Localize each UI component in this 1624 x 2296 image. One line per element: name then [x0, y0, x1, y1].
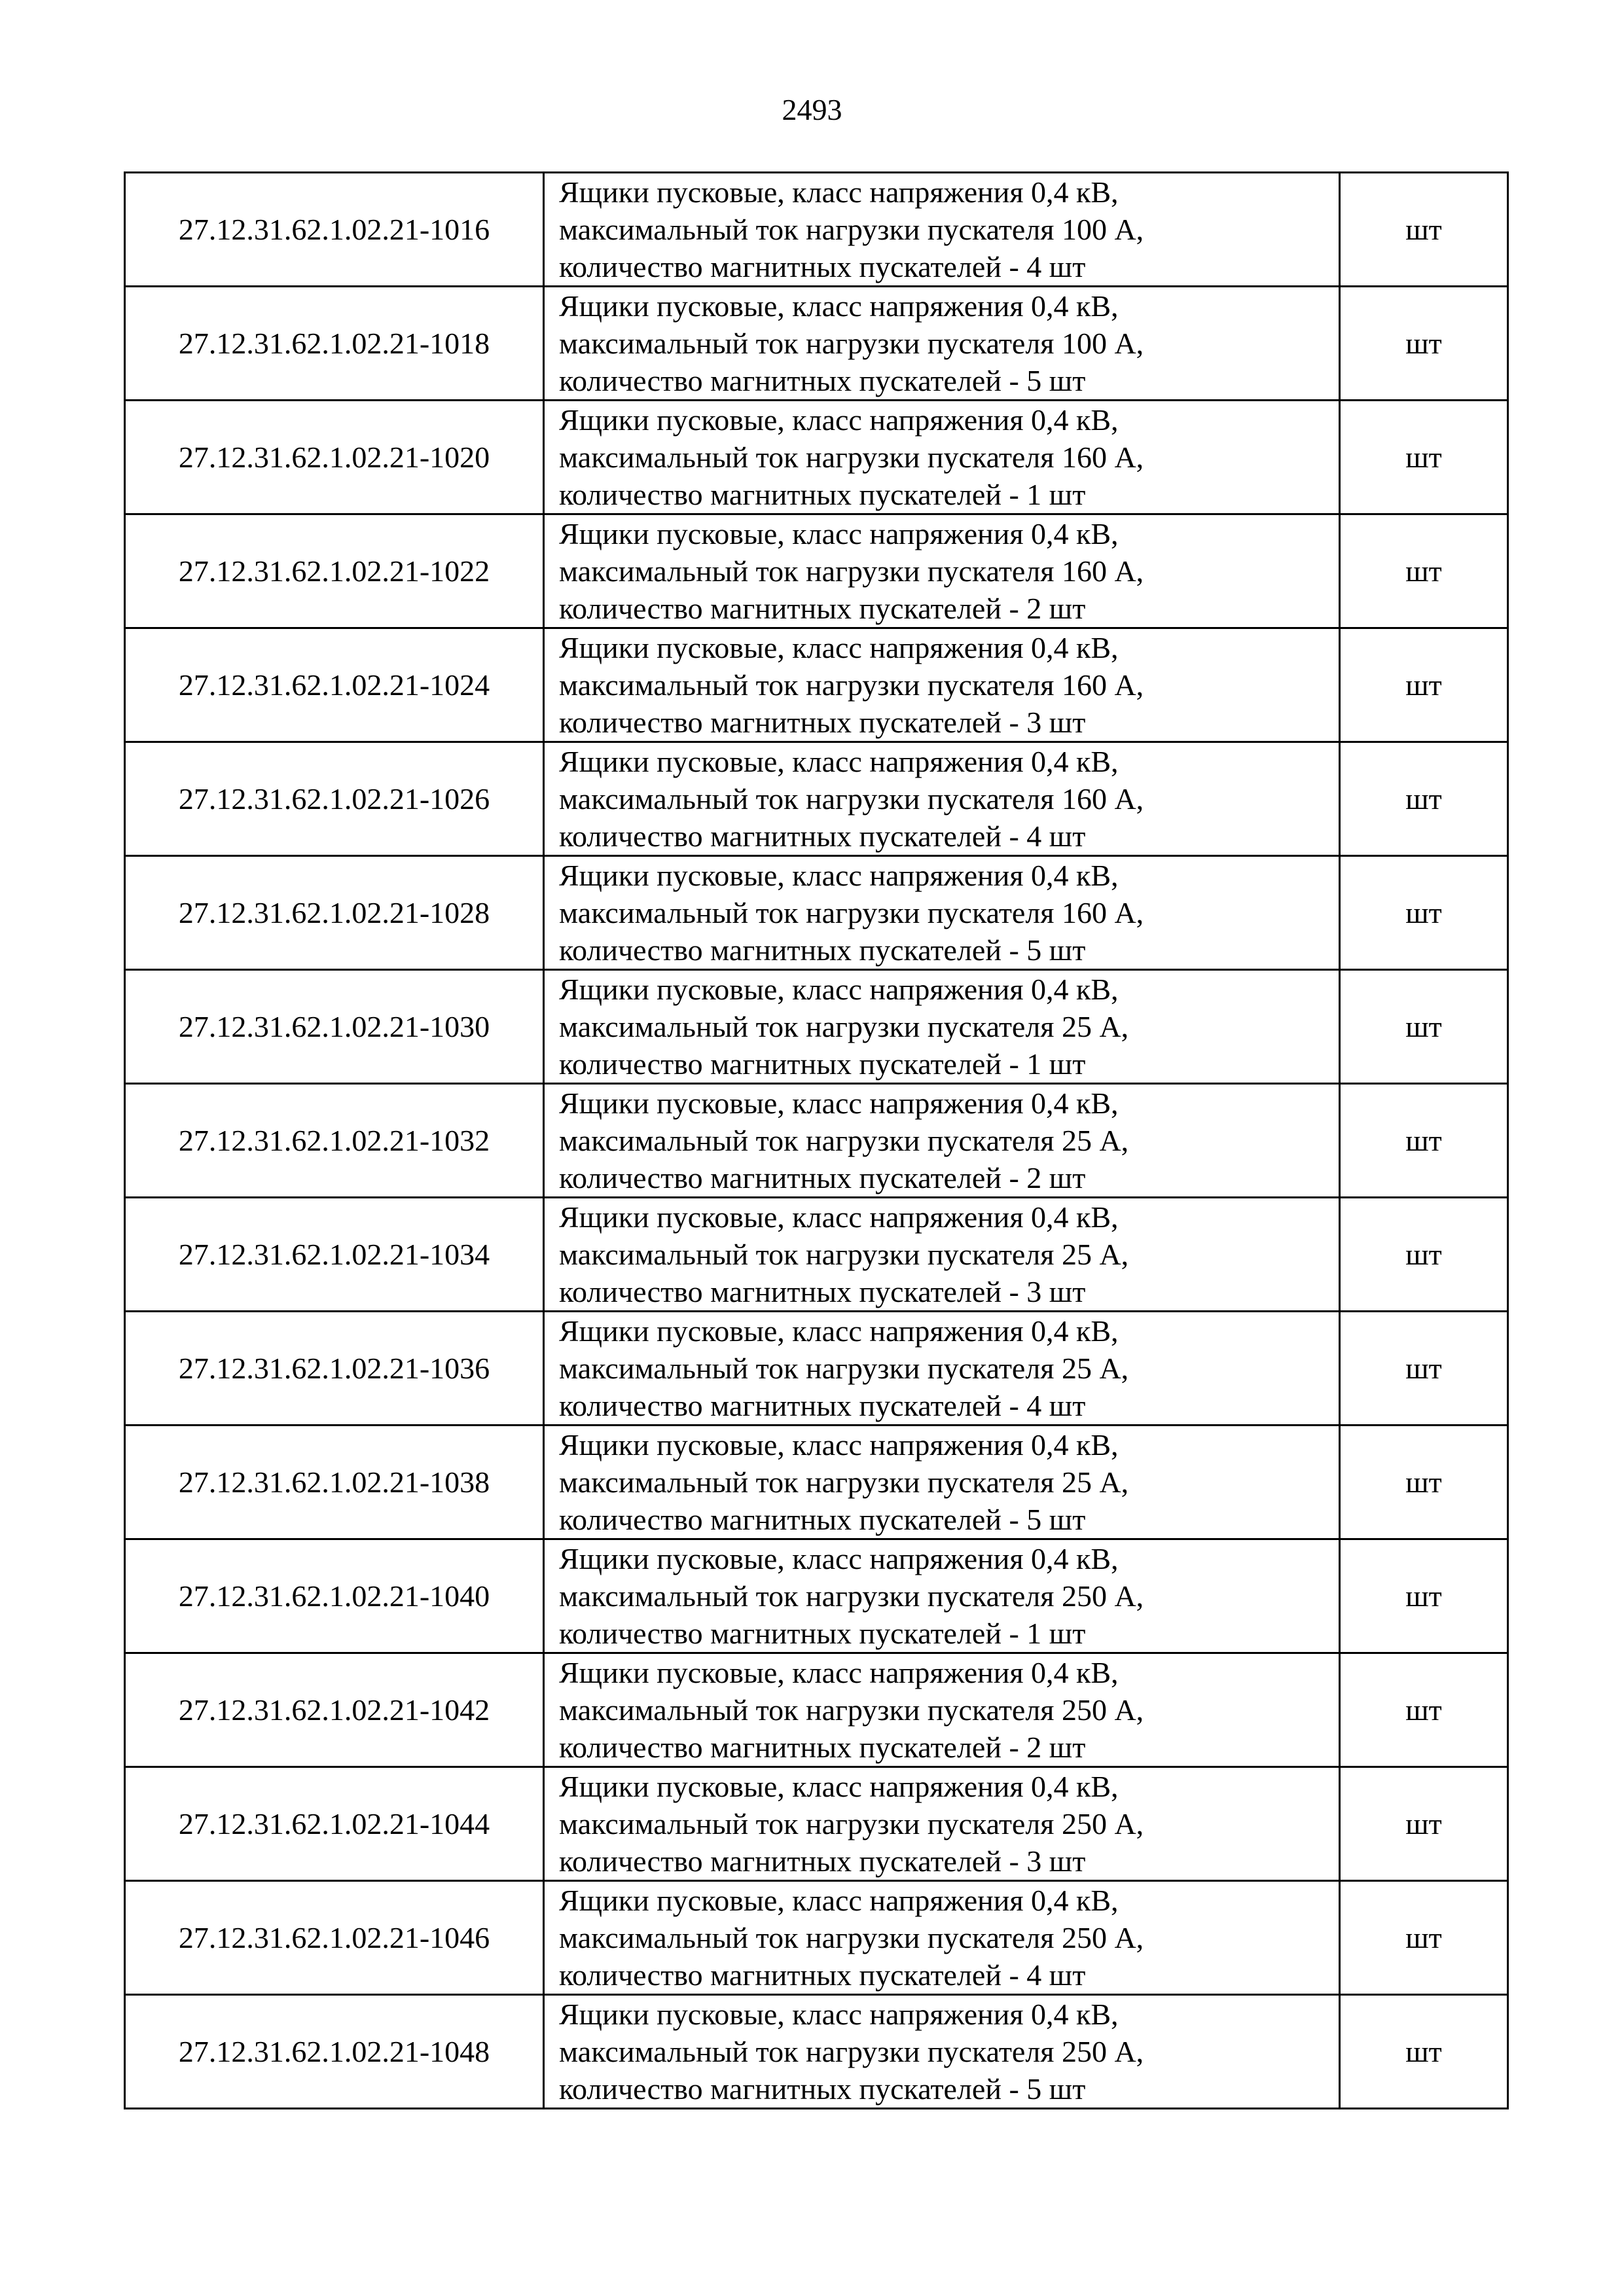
description-line: Ящики пусковые, класс напряжения 0,4 кВ, [559, 1200, 1119, 1234]
description-line: Ящики пусковые, класс напряжения 0,4 кВ, [559, 1998, 1119, 2031]
table-row [125, 742, 1508, 856]
description-line: максимальный ток нагрузки пускателя 25 А, [559, 1010, 1129, 1043]
table-row [125, 970, 1508, 1084]
description-line: количество магнитных пускателей - 5 шт [559, 2072, 1086, 2106]
resource-code-cell: 27.12.31.62.1.02.21-1028 [125, 856, 544, 970]
table-row [125, 173, 1508, 287]
description-line: максимальный ток нагрузки пускателя 25 А, [559, 1124, 1129, 1157]
resource-description-cell [544, 1995, 1340, 2109]
description-line: Ящики пусковые, класс напряжения 0,4 кВ, [559, 517, 1119, 550]
description-line: максимальный ток нагрузки пускателя 160 А, [559, 782, 1144, 816]
unit-cell: шт [1340, 1995, 1508, 2109]
description-line: максимальный ток нагрузки пускателя 25 А, [559, 1352, 1129, 1385]
table-body [125, 173, 1508, 2109]
resource-description-cell [544, 1426, 1340, 1539]
resource-code-cell: 27.12.31.62.1.02.21-1040 [125, 1539, 544, 1653]
resource-code-cell: 27.12.31.62.1.02.21-1016 [125, 173, 544, 287]
resource-code-cell: 27.12.31.62.1.02.21-1048 [125, 1995, 544, 2109]
resource-description-cell [544, 287, 1340, 401]
description-line: максимальный ток нагрузки пускателя 250 А, [559, 1579, 1144, 1613]
unit-cell: шт [1340, 856, 1508, 970]
description-line: максимальный ток нагрузки пускателя 100 А, [559, 213, 1144, 246]
table-row [125, 514, 1508, 628]
resource-description-cell [544, 1881, 1340, 1995]
unit-cell: шт [1340, 1084, 1508, 1198]
resource-description-cell [544, 1767, 1340, 1881]
table-row [125, 1426, 1508, 1539]
description-line: количество магнитных пускателей - 2 шт [559, 1731, 1086, 1764]
description-line: Ящики пусковые, класс напряжения 0,4 кВ, [559, 745, 1119, 778]
description-line: максимальный ток нагрузки пускателя 160 А, [559, 554, 1144, 588]
description-line: Ящики пусковые, класс напряжения 0,4 кВ, [559, 1314, 1119, 1348]
description-line: количество магнитных пускателей - 3 шт [559, 706, 1086, 739]
unit-cell: шт [1340, 1767, 1508, 1881]
description-line: максимальный ток нагрузки пускателя 160 А, [559, 668, 1144, 702]
description-line: максимальный ток нагрузки пускателя 250 А, [559, 2035, 1144, 2068]
table-row [125, 1653, 1508, 1767]
resource-description-cell [544, 1198, 1340, 1312]
unit-cell: шт [1340, 514, 1508, 628]
unit-cell: шт [1340, 1198, 1508, 1312]
unit-cell: шт [1340, 1312, 1508, 1426]
resource-description-cell [544, 401, 1340, 514]
table-row [125, 1084, 1508, 1198]
description-line: Ящики пусковые, класс напряжения 0,4 кВ, [559, 973, 1119, 1006]
resource-code-cell: 27.12.31.62.1.02.21-1030 [125, 970, 544, 1084]
page-number: 2493 [782, 93, 842, 126]
unit-cell: шт [1340, 970, 1508, 1084]
description-line: максимальный ток нагрузки пускателя 25 А, [559, 1465, 1129, 1499]
description-line: количество магнитных пускателей - 2 шт [559, 592, 1086, 625]
description-line: количество магнитных пускателей - 3 шт [559, 1275, 1086, 1308]
resource-code-cell: 27.12.31.62.1.02.21-1036 [125, 1312, 544, 1426]
description-line: количество магнитных пускателей - 5 шт [559, 364, 1086, 397]
resource-description-cell [544, 173, 1340, 287]
table-row [125, 1312, 1508, 1426]
resource-code-cell: 27.12.31.62.1.02.21-1020 [125, 401, 544, 514]
description-line: количество магнитных пускателей - 2 шт [559, 1161, 1086, 1194]
table-row [125, 1198, 1508, 1312]
description-line: максимальный ток нагрузки пускателя 250 А, [559, 1693, 1144, 1727]
description-line: Ящики пусковые, класс напряжения 0,4 кВ, [559, 289, 1119, 323]
unit-cell: шт [1340, 287, 1508, 401]
table-row [125, 287, 1508, 401]
resource-description-cell [544, 1312, 1340, 1426]
table-row [125, 1767, 1508, 1881]
unit-cell: шт [1340, 1653, 1508, 1767]
resource-description-cell [544, 1653, 1340, 1767]
description-line: Ящики пусковые, класс напряжения 0,4 кВ, [559, 1770, 1119, 1803]
unit-cell: шт [1340, 1426, 1508, 1539]
resource-description-cell [544, 1084, 1340, 1198]
description-line: Ящики пусковые, класс напряжения 0,4 кВ, [559, 1086, 1119, 1120]
unit-cell: шт [1340, 628, 1508, 742]
description-line: количество магнитных пускателей - 5 шт [559, 933, 1086, 967]
resource-code-cell: 27.12.31.62.1.02.21-1018 [125, 287, 544, 401]
description-line: количество магнитных пускателей - 4 шт [559, 819, 1086, 853]
description-line: Ящики пусковые, класс напряжения 0,4 кВ, [559, 1542, 1119, 1575]
resource-description-cell [544, 514, 1340, 628]
description-line: количество магнитных пускателей - 4 шт [559, 1958, 1086, 1992]
resource-code-cell: 27.12.31.62.1.02.21-1026 [125, 742, 544, 856]
description-line: Ящики пусковые, класс напряжения 0,4 кВ, [559, 403, 1119, 437]
table-row [125, 628, 1508, 742]
description-line: количество магнитных пускателей - 4 шт [559, 1389, 1086, 1422]
resource-code-cell: 27.12.31.62.1.02.21-1032 [125, 1084, 544, 1198]
table-row [125, 1881, 1508, 1995]
resource-code-cell: 27.12.31.62.1.02.21-1044 [125, 1767, 544, 1881]
table-row [125, 401, 1508, 514]
description-line: Ящики пусковые, класс напряжения 0,4 кВ, [559, 859, 1119, 892]
table-row [125, 856, 1508, 970]
resource-description-cell [544, 970, 1340, 1084]
unit-cell: шт [1340, 173, 1508, 287]
unit-cell: шт [1340, 742, 1508, 856]
table-row [125, 1995, 1508, 2109]
description-line: Ящики пусковые, класс напряжения 0,4 кВ, [559, 1428, 1119, 1462]
description-line: максимальный ток нагрузки пускателя 250 А, [559, 1807, 1144, 1840]
resource-description-cell [544, 1539, 1340, 1653]
description-line: максимальный ток нагрузки пускателя 100 А, [559, 327, 1144, 360]
description-line: Ящики пусковые, класс напряжения 0,4 кВ, [559, 1884, 1119, 1917]
description-line: максимальный ток нагрузки пускателя 250 А, [559, 1921, 1144, 1954]
description-line: количество магнитных пускателей - 1 шт [559, 1617, 1086, 1650]
resource-description-cell [544, 628, 1340, 742]
description-line: количество магнитных пускателей - 3 шт [559, 1844, 1086, 1878]
resource-code-cell: 27.12.31.62.1.02.21-1042 [125, 1653, 544, 1767]
resource-code-cell: 27.12.31.62.1.02.21-1034 [125, 1198, 544, 1312]
description-line: максимальный ток нагрузки пускателя 160 А, [559, 896, 1144, 929]
description-line: Ящики пусковые, класс напряжения 0,4 кВ, [559, 1656, 1119, 1689]
description-line: Ящики пусковые, класс напряжения 0,4 кВ, [559, 175, 1119, 209]
description-line: Ящики пусковые, класс напряжения 0,4 кВ, [559, 631, 1119, 664]
description-line: максимальный ток нагрузки пускателя 160 А, [559, 440, 1144, 474]
description-line: количество магнитных пускателей - 1 шт [559, 1047, 1086, 1081]
description-line: количество магнитных пускателей - 5 шт [559, 1503, 1086, 1536]
resource-code-cell: 27.12.31.62.1.02.21-1046 [125, 1881, 544, 1995]
resource-description-cell [544, 856, 1340, 970]
resource-code-cell: 27.12.31.62.1.02.21-1022 [125, 514, 544, 628]
description-line: максимальный ток нагрузки пускателя 25 А, [559, 1238, 1129, 1271]
resource-table [124, 171, 1509, 2109]
description-line: количество магнитных пускателей - 1 шт [559, 478, 1086, 511]
resource-code-cell: 27.12.31.62.1.02.21-1038 [125, 1426, 544, 1539]
unit-cell: шт [1340, 1539, 1508, 1653]
table-row [125, 1539, 1508, 1653]
resource-description-cell [544, 742, 1340, 856]
resource-code-cell: 27.12.31.62.1.02.21-1024 [125, 628, 544, 742]
description-line: количество магнитных пускателей - 4 шт [559, 250, 1086, 283]
unit-cell: шт [1340, 1881, 1508, 1995]
unit-cell: шт [1340, 401, 1508, 514]
